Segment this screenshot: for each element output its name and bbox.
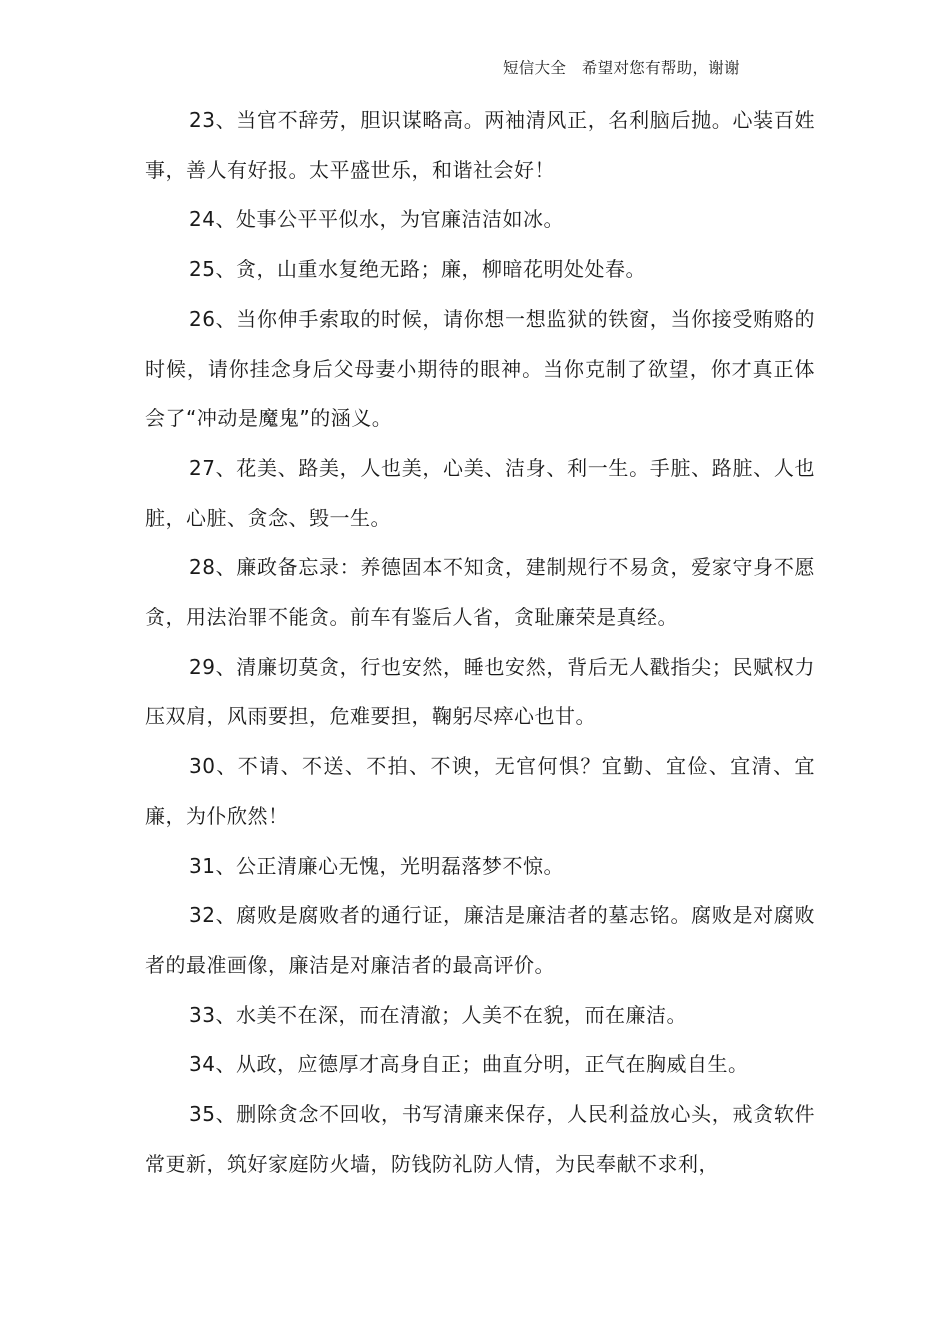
- page-header: 短信大全 希望对您有帮助，谢谢: [503, 59, 740, 77]
- paragraph-31: 31、公正清廉心无愧，光明磊落梦不惊。: [189, 853, 564, 878]
- paragraph-35: 35、删除贪念不回收，书写清廉来保存，人民利益放心头，戒贪软件常更新，筑好家庭防火墙，防钱防礼防人情，为民奉献不求利，: [145, 1102, 815, 1176]
- paragraph-25: 25、贪，山重水复绝无路；廉，柳暗花明处处春。: [189, 257, 646, 282]
- paragraph-33: 33、水美不在深，而在清澈；人美不在貌，而在廉洁。: [189, 1002, 687, 1027]
- paragraph-29: 29、清廉切莫贪，行也安然，睡也安然，背后无人戳指尖；民赋权力压双肩，风雨要担，危难要担，鞠躬尽瘁心也甘。: [145, 654, 815, 729]
- paragraph-34: 34、从政，应德厚才高身自正；曲直分明，正气在胸威自生。: [189, 1052, 749, 1077]
- paragraph-27: 27、花美、路美，人也美，心美、洁身、利一生。手脏、路脏、人也脏，心脏、贪念、毁一生。: [145, 455, 815, 530]
- paragraph-32: 32、腐败是腐败者的通行证，廉洁是廉洁者的墓志铭。腐败是对腐败者的最准画像，廉洁是对廉洁者的最高评价。: [145, 903, 815, 977]
- paragraph-30: 30、不请、不送、不拍、不谀，无官何惧？宜勤、宜俭、宜清、宜廉，为仆欣然！: [145, 754, 815, 828]
- document-body: [145, 96, 815, 1189]
- paragraph-28: 28、廉政备忘录：养德固本不知贪，建制规行不易贪，爱家守身不愿贪，用法治罪不能贪。前车有鉴后人省，贪耻廉荣是真经。: [145, 555, 815, 630]
- paragraph-23: 23、当官不辞劳，胆识谋略高。两袖清风正，名利脑后抛。心装百姓事，善人有好报。太平盛世乐，和谐社会好！: [145, 108, 815, 182]
- paragraph-26: 26、当你伸手索取的时候，请你想一想监狱的铁窗，当你接受贿赂的时候，请你挂念身后父母妻小期待的眼神。当你克制了欲望，你才真正体会了“冲动是魔鬼”的涵义。: [145, 306, 815, 431]
- paragraph-24: 24、处事公平平似水，为官廉洁洁如冰。: [189, 207, 564, 232]
